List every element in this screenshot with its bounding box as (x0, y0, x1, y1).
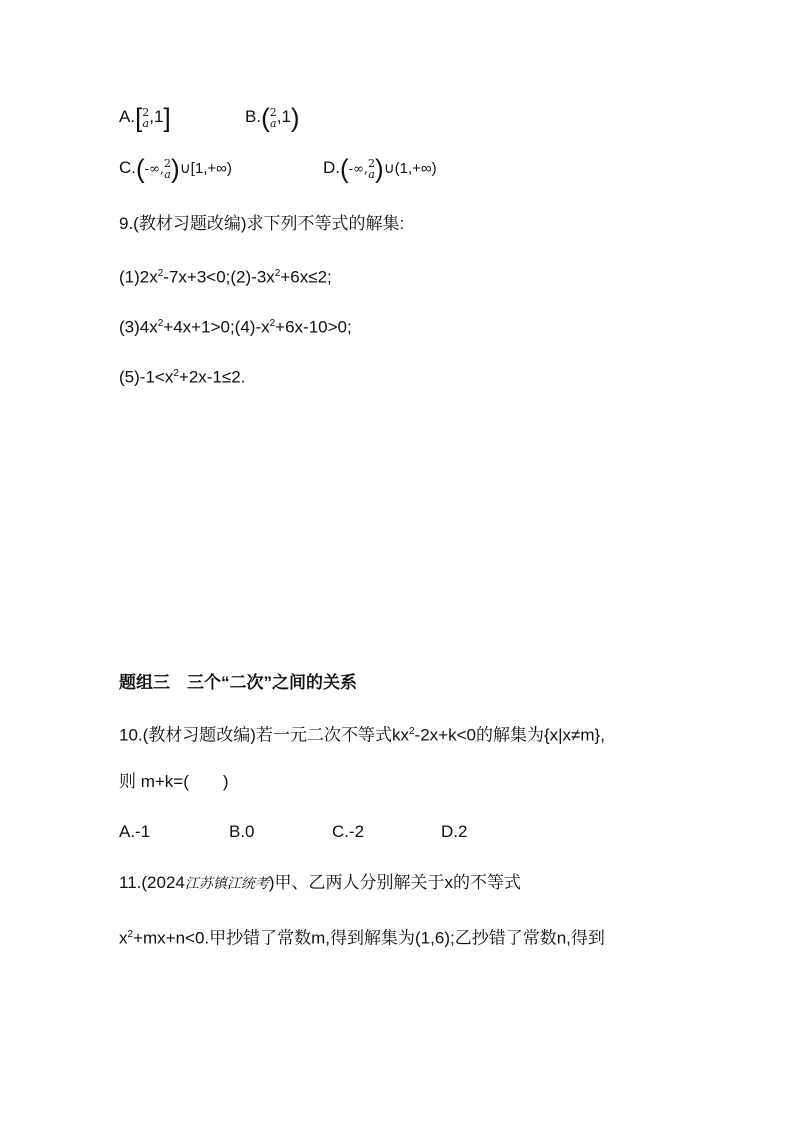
option-d (323, 153, 437, 184)
section-heading: 题组三 三个“二次”之间的关系 (119, 673, 357, 692)
option-c-label: C. (119, 158, 136, 177)
q9-line2 (119, 313, 352, 339)
text: 11.(2024 (119, 873, 185, 892)
option-b-label: B. (245, 107, 262, 126)
superscript: 2 (269, 318, 276, 329)
text: +mx+n<0.甲抄错了常数m,得到解集为(1,6);乙抄错了常数n,得到 (133, 928, 605, 948)
option-c-post: ∪[1,+∞) (179, 160, 232, 177)
option-d-post: ∪(1,+∞) (383, 160, 437, 177)
text: +6x≤2; (280, 267, 332, 287)
q11-line2 (119, 924, 605, 950)
option-a-rest: ,1 (149, 107, 164, 126)
q10-line1 (119, 721, 605, 747)
q11-line1 (119, 872, 521, 895)
text: +6x-10>0; (275, 317, 352, 337)
right-paren: ) (375, 153, 384, 184)
option-a (119, 102, 171, 133)
text: x (119, 928, 128, 948)
denominator: a (164, 167, 171, 181)
superscript: 2 (274, 268, 281, 279)
right-paren: ) (171, 153, 180, 184)
q9-line1 (119, 263, 332, 289)
q10-line2: 则 m+k=( ) (119, 772, 229, 791)
text: (5)-1<x (119, 367, 174, 387)
q9-line3 (119, 363, 245, 389)
source-label: 江苏镇江统考 (184, 876, 269, 892)
text: -7x+3<0;(2)-3x (163, 267, 275, 287)
option-b-rest: ,1 (276, 107, 291, 126)
q10-option-d: D.2 (441, 822, 468, 841)
left-paren: ( (261, 102, 270, 133)
option-c-pre: -∞, (144, 162, 165, 177)
numerator: 2 (164, 156, 172, 170)
q10-option-b: B.0 (229, 822, 255, 841)
fraction (368, 158, 375, 180)
left-paren: ( (340, 153, 349, 184)
option-a-label: A. (119, 107, 136, 126)
superscript: 2 (127, 929, 134, 940)
superscript: 2 (157, 318, 164, 329)
option-d-pre: -∞, (348, 162, 369, 177)
left-square-bracket: [ (135, 102, 143, 133)
fraction (270, 107, 277, 129)
right-square-bracket: ] (163, 102, 171, 133)
denominator: a (269, 116, 277, 130)
superscript: 2 (157, 268, 164, 279)
superscript: 2 (173, 368, 179, 379)
option-c (119, 153, 232, 184)
numerator: 2 (269, 105, 277, 119)
left-paren: ( (136, 153, 145, 184)
text: +2x-1≤2. (178, 367, 246, 387)
text: -2x+k<0的解集为{x|x≠m}, (414, 725, 605, 745)
fraction (164, 158, 171, 180)
option-d-label: D. (323, 158, 340, 177)
q10-option-a: A.-1 (119, 822, 151, 841)
denominator: a (142, 116, 150, 130)
text: )甲、乙两人分别解关于x的不等式 (268, 873, 522, 892)
text: (3)4x (119, 317, 158, 337)
option-b (245, 102, 300, 133)
right-paren: ) (290, 102, 300, 133)
text: (1)2x (119, 267, 158, 287)
q10-option-c: C.-2 (332, 822, 365, 841)
text: +4x+1>0;(4)-x (163, 317, 270, 337)
numerator: 2 (142, 105, 150, 119)
text: 10.(教材习题改编)若一元二次不等式kx (119, 725, 409, 745)
q9-title: 9.(教材习题改编)求下列不等式的解集: (119, 214, 405, 233)
superscript: 2 (408, 726, 415, 737)
denominator: a (368, 167, 375, 181)
numerator: 2 (368, 156, 376, 170)
